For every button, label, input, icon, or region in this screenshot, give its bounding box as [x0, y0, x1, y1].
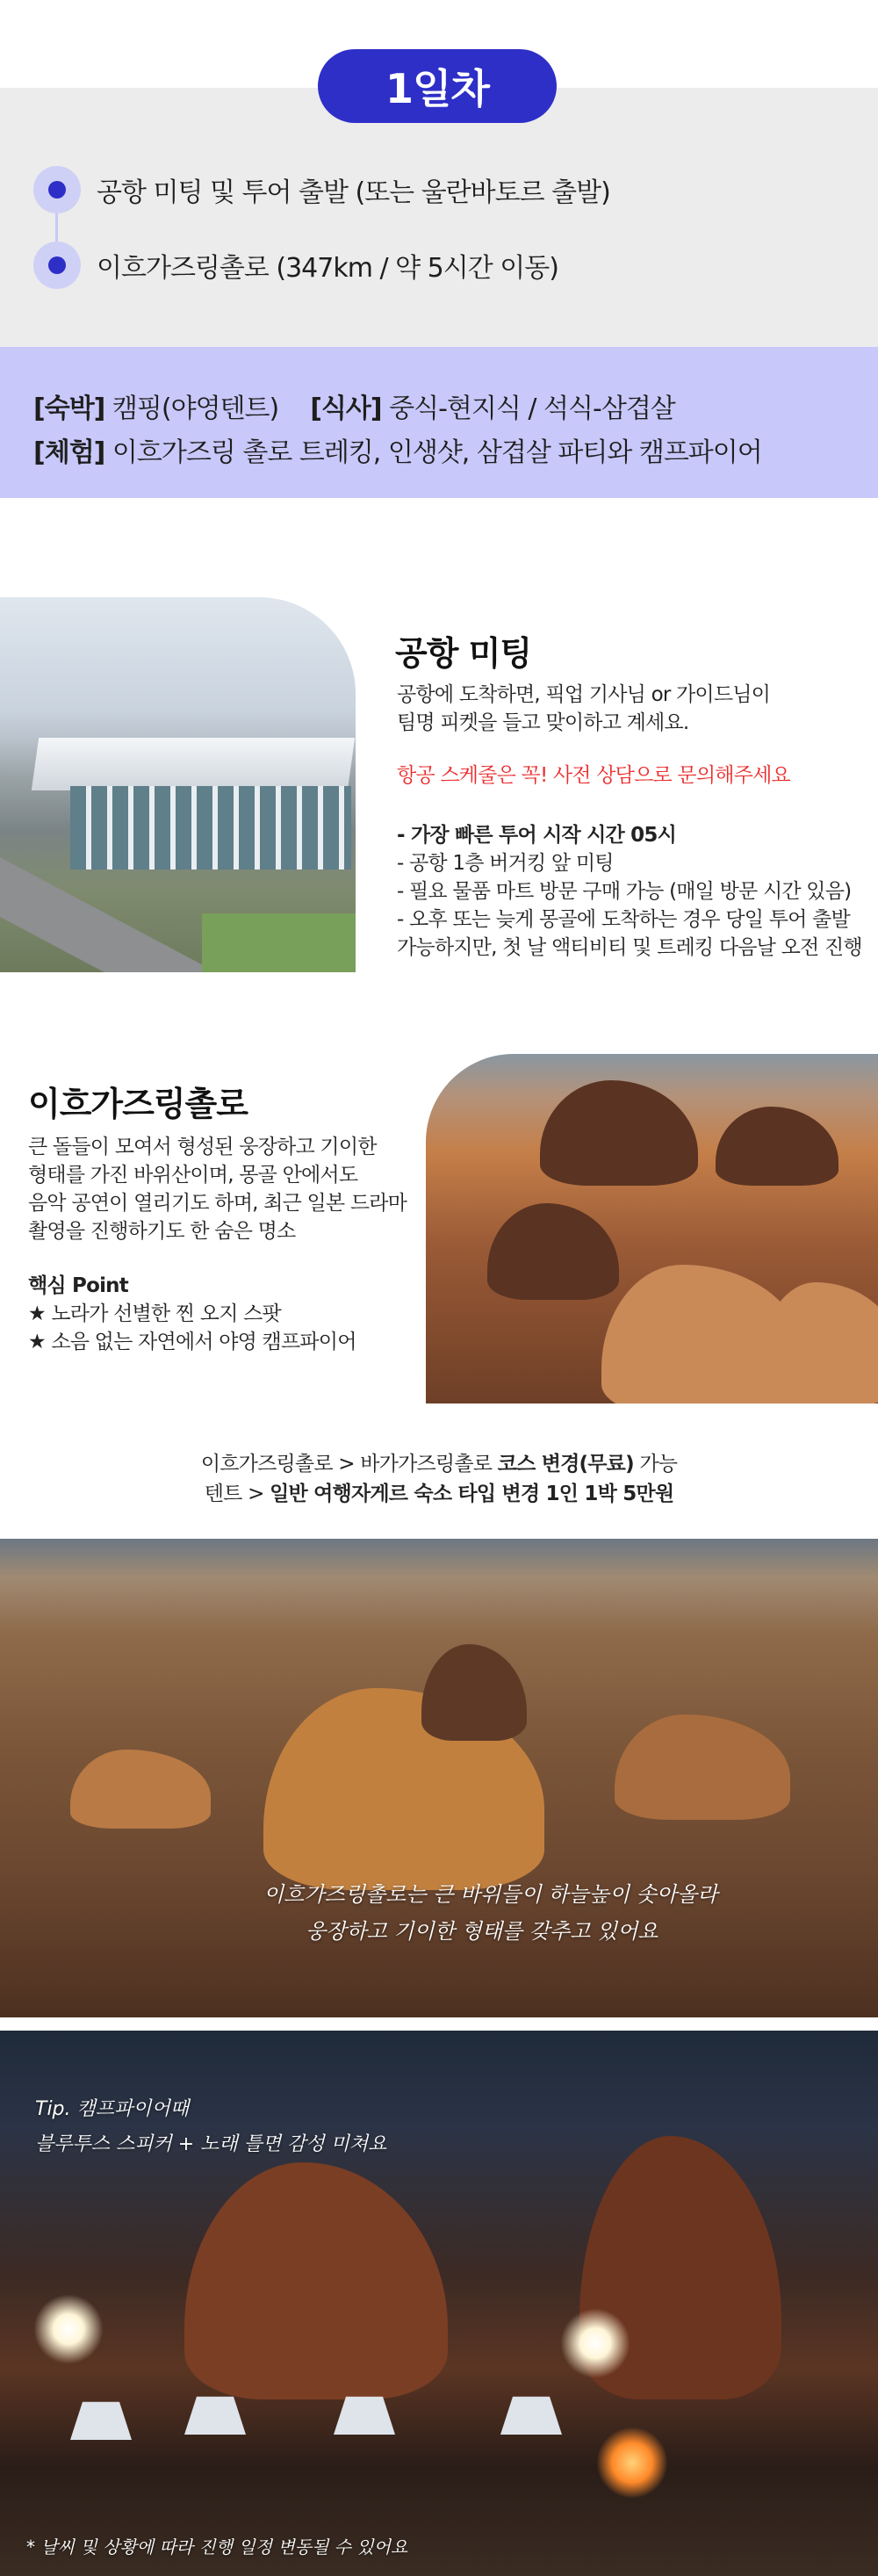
lodging-label: [숙박] — [33, 393, 105, 424]
course-change-option — [0, 1447, 878, 1476]
landscape-photo — [0, 1539, 878, 2017]
airport-detail-2: - 공항 1층 버거킹 앞 미팅 — [397, 852, 614, 875]
option-1-suffix: 가능 — [633, 1453, 678, 1476]
ikh-point-1: ★ 노라가 선별한 찐 오지 스팟 — [28, 1302, 281, 1325]
lodging-change-option — [0, 1477, 878, 1506]
activity-label: [체험] — [33, 437, 105, 468]
airport-notice: 항공 스케줄은 꼭! 사전 상담으로 문의해주세요 — [397, 764, 790, 787]
airport-desc-1: 공항에 도착하면, 픽업 기사님 or 가이드님이 — [397, 683, 771, 706]
day-badge: 1일차 — [318, 49, 557, 123]
lodging-value: 캠핑(야영텐트) — [104, 393, 279, 424]
ikh-point-2: ★ 소음 없는 자연에서 야영 캠프파이어 — [28, 1331, 356, 1353]
landscape-caption-2: 웅장하고 기이한 형태를 갖추고 있어요 — [306, 1919, 658, 1944]
campfire-photo — [0, 2031, 878, 2576]
activity-value: 이흐가즈링 촐로 트레킹, 인생샷, 삼겹살 파티와 캠프파이어 — [104, 437, 762, 468]
ikh-desc-2: 형태를 가진 바위산이며, 몽골 안에서도 — [28, 1164, 358, 1187]
night-caption-1: Tip. 캠프파이어때 — [35, 2098, 190, 2120]
airport-detail-4: - 오후 또는 늦게 몽골에 도착하는 경우 당일 투어 출발 — [397, 908, 850, 931]
option-1-bold: 코스 변경(무료) — [497, 1453, 634, 1476]
ikh-desc-4: 촬영을 진행하기도 한 숨은 명소 — [28, 1220, 296, 1243]
airport-detail-3: - 필요 물품 마트 방문 구매 가능 (매일 방문 시간 있음) — [397, 880, 852, 903]
rock-formation-photo — [426, 1054, 878, 1403]
ikh-title: 이흐가즈링촐로 — [28, 1085, 248, 1123]
landscape-caption-1: 이흐가즈링촐로는 큰 바위들이 하늘높이 솟아올라 — [263, 1882, 718, 1907]
schedule-item-1: 공항 미팅 및 투어 출발 (또는 울란바토르 출발) — [97, 177, 610, 208]
airport-detail-1: - 가장 빠른 투어 시작 시간 05시 — [397, 824, 676, 847]
option-1-prefix: 이흐가즈링촐로 > 바가가즈링촐로 — [200, 1453, 498, 1476]
airport-desc-2: 팀명 피켓을 들고 맞이하고 계세요. — [397, 711, 689, 734]
schedule-panel — [0, 88, 878, 347]
ikh-desc-1: 큰 돌들이 모여서 형성된 웅장하고 기이한 — [28, 1136, 377, 1158]
schedule-footnote: * 날씨 및 상황에 따라 진행 일정 변동될 수 있어요 — [26, 2536, 408, 2558]
lodging-meal-line — [33, 386, 675, 425]
airport-photo — [0, 597, 356, 972]
schedule-item-2: 이흐가즈링촐로 (347km / 약 5시간 이동) — [97, 253, 558, 284]
night-caption-2: 블루투스 스피커 + 노래 틀면 감성 미쳐요 — [35, 2133, 387, 2155]
airport-detail-5: 가능하지만, 첫 날 액티비티 및 트레킹 다음날 오전 진행 — [397, 936, 862, 959]
ikh-desc-3: 음악 공연이 열리기도 하며, 최근 일본 드라마 — [28, 1192, 407, 1215]
airport-title: 공항 미팅 — [395, 634, 532, 673]
timeline-dot-icon — [33, 166, 81, 213]
meal-label: [식사] — [310, 393, 382, 424]
timeline-dot-icon — [33, 242, 81, 289]
option-2-prefix: 텐트 > — [204, 1483, 270, 1505]
activity-line — [33, 430, 762, 469]
ikh-point-title: 핵심 Point — [28, 1274, 128, 1297]
option-2-bold: 일반 여행자게르 숙소 타입 변경 1인 1박 5만원 — [270, 1483, 674, 1505]
meal-value: 중식-현지식 / 석식-삼겹살 — [381, 393, 675, 424]
